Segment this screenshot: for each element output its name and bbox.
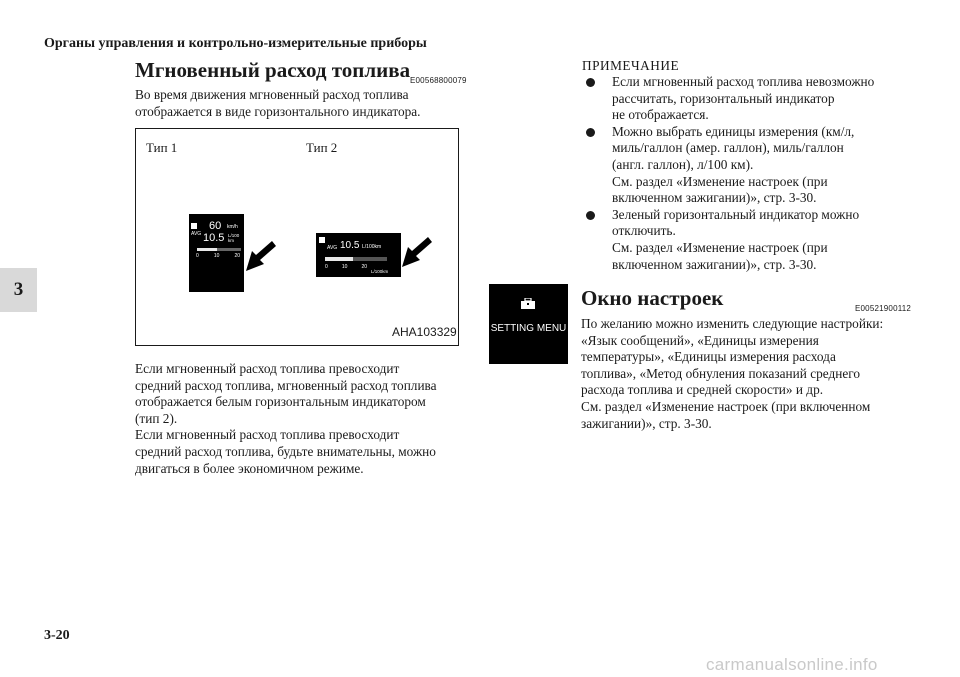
scale-tick: 20	[234, 253, 240, 259]
text-line: расхода топлива и средней скорости» и др.	[581, 382, 824, 398]
text-line: рассчитать, горизонтальный индикатор	[612, 90, 835, 106]
scale-unit: L/100km	[371, 269, 389, 274]
text-line: включенном зажигании)», стр. 3-30.	[612, 256, 817, 272]
text-line: температуры», «Единицы измерения расхода	[581, 349, 836, 365]
text-line: миль/галлон (амер. галлон), миль/галлон	[612, 140, 844, 156]
watermark: carmanualsonline.info	[706, 655, 878, 674]
text-line: Если мгновенный расход топлива невозможно	[612, 74, 875, 89]
speed-value: 60	[209, 220, 222, 232]
text-line: Если мгновенный расход топлива превосходит	[135, 427, 400, 443]
text-line: средний расход топлива, будьте внимательны, можно	[135, 443, 436, 459]
scale-tick: 0	[196, 253, 199, 259]
section-title-instant-fuel: Мгновенный расход топлива	[135, 58, 411, 82]
mode-badge: AVG	[327, 245, 338, 251]
type1-label: Тип 1	[146, 140, 178, 155]
bullet-icon	[586, 211, 595, 220]
text-line: отображается в виде горизонтального индикатора.	[135, 103, 421, 119]
scale-tick: 20	[361, 264, 367, 270]
settings-menu-label: SETTING MENU	[490, 323, 567, 334]
text-line: Если мгновенный расход топлива превосходит	[135, 361, 400, 376]
type2-label: Тип 2	[306, 140, 338, 155]
section1-intro	[135, 87, 465, 120]
section1-body	[135, 361, 475, 477]
fuel-unit: L/100km	[362, 244, 382, 250]
note-list	[582, 74, 912, 273]
fuel-unit-top: L/100	[228, 233, 240, 238]
text-line: Во время движения мгновенный расход топлива	[135, 87, 409, 102]
note-item	[582, 74, 912, 124]
fuel-pump-icon	[191, 223, 197, 229]
text-line: Можно выбрать единицы измерения (км/л,	[612, 123, 855, 139]
mode-badge: AVG	[191, 231, 202, 237]
scale-tick: 0	[325, 264, 328, 270]
text-line: топлива», «Метод обнуления показаний среднего	[581, 365, 861, 381]
text-line: См. раздел «Изменение настроек (при	[612, 173, 828, 189]
note-item	[582, 124, 912, 207]
note-item	[582, 207, 912, 273]
page-number: 3-20	[44, 628, 70, 643]
section-code: E00521900112	[855, 304, 912, 313]
fuel-unit-bottom: km	[228, 238, 234, 243]
fuel-value: 10.5	[203, 232, 225, 244]
section2-body	[581, 316, 921, 432]
text-line: См. раздел «Изменение настроек (при включенном	[581, 398, 871, 414]
bar-fill	[197, 248, 217, 251]
bar-scale	[196, 253, 240, 259]
text-line: отключить.	[612, 223, 676, 239]
text-line: Зеленый горизонтальный индикатор можно	[612, 206, 860, 222]
section-title-settings: Окно настроек	[581, 286, 724, 310]
speed-unit: km/h	[227, 224, 238, 230]
bar-scale	[325, 264, 367, 270]
text-line: См. раздел «Изменение настроек (при	[612, 239, 828, 255]
arrow-icon	[246, 241, 276, 273]
text-line: «Язык сообщений», «Единицы измерения	[581, 332, 819, 348]
scale-tick: 10	[341, 264, 348, 270]
text-line: (англ. галлон), л/100 км).	[612, 156, 754, 172]
chapter-tab: 3	[0, 268, 37, 312]
text-line: зажигании)», стр. 3-30.	[581, 415, 712, 431]
text-line: По желанию можно изменить следующие настройки:	[581, 316, 884, 331]
settings-menu-panel	[489, 284, 568, 364]
note-title: ПРИМЕЧАНИЕ	[582, 58, 680, 73]
type1-display	[189, 214, 244, 292]
toolbox-icon	[520, 298, 536, 310]
bar-fill	[325, 257, 353, 261]
text-line: не отображается.	[612, 107, 709, 123]
scale-tick: 10	[213, 253, 220, 259]
section-code: E00568800079	[410, 76, 467, 85]
running-header: Органы управления и контрольно-измерительные приборы	[44, 36, 427, 51]
bullet-icon	[586, 78, 595, 87]
text-line: средний расход топлива, мгновенный расход топлива	[135, 377, 437, 393]
bullet-icon	[586, 128, 595, 137]
text-line: (тип 2).	[135, 410, 178, 426]
text-line: отображается белым горизонтальным индикатором	[135, 394, 426, 410]
fuel-pump-icon	[319, 237, 325, 243]
arrow-icon	[402, 237, 432, 269]
type2-display	[316, 233, 401, 277]
fuel-value: 10.5	[340, 240, 360, 251]
instrument-figure	[135, 128, 459, 346]
text-line: двигаться в более экономичном режиме.	[135, 460, 364, 476]
fuel-unit	[228, 233, 239, 243]
text-line: включенном зажигании)», стр. 3-30.	[612, 190, 817, 206]
figure-code: AHA103329	[392, 325, 457, 339]
